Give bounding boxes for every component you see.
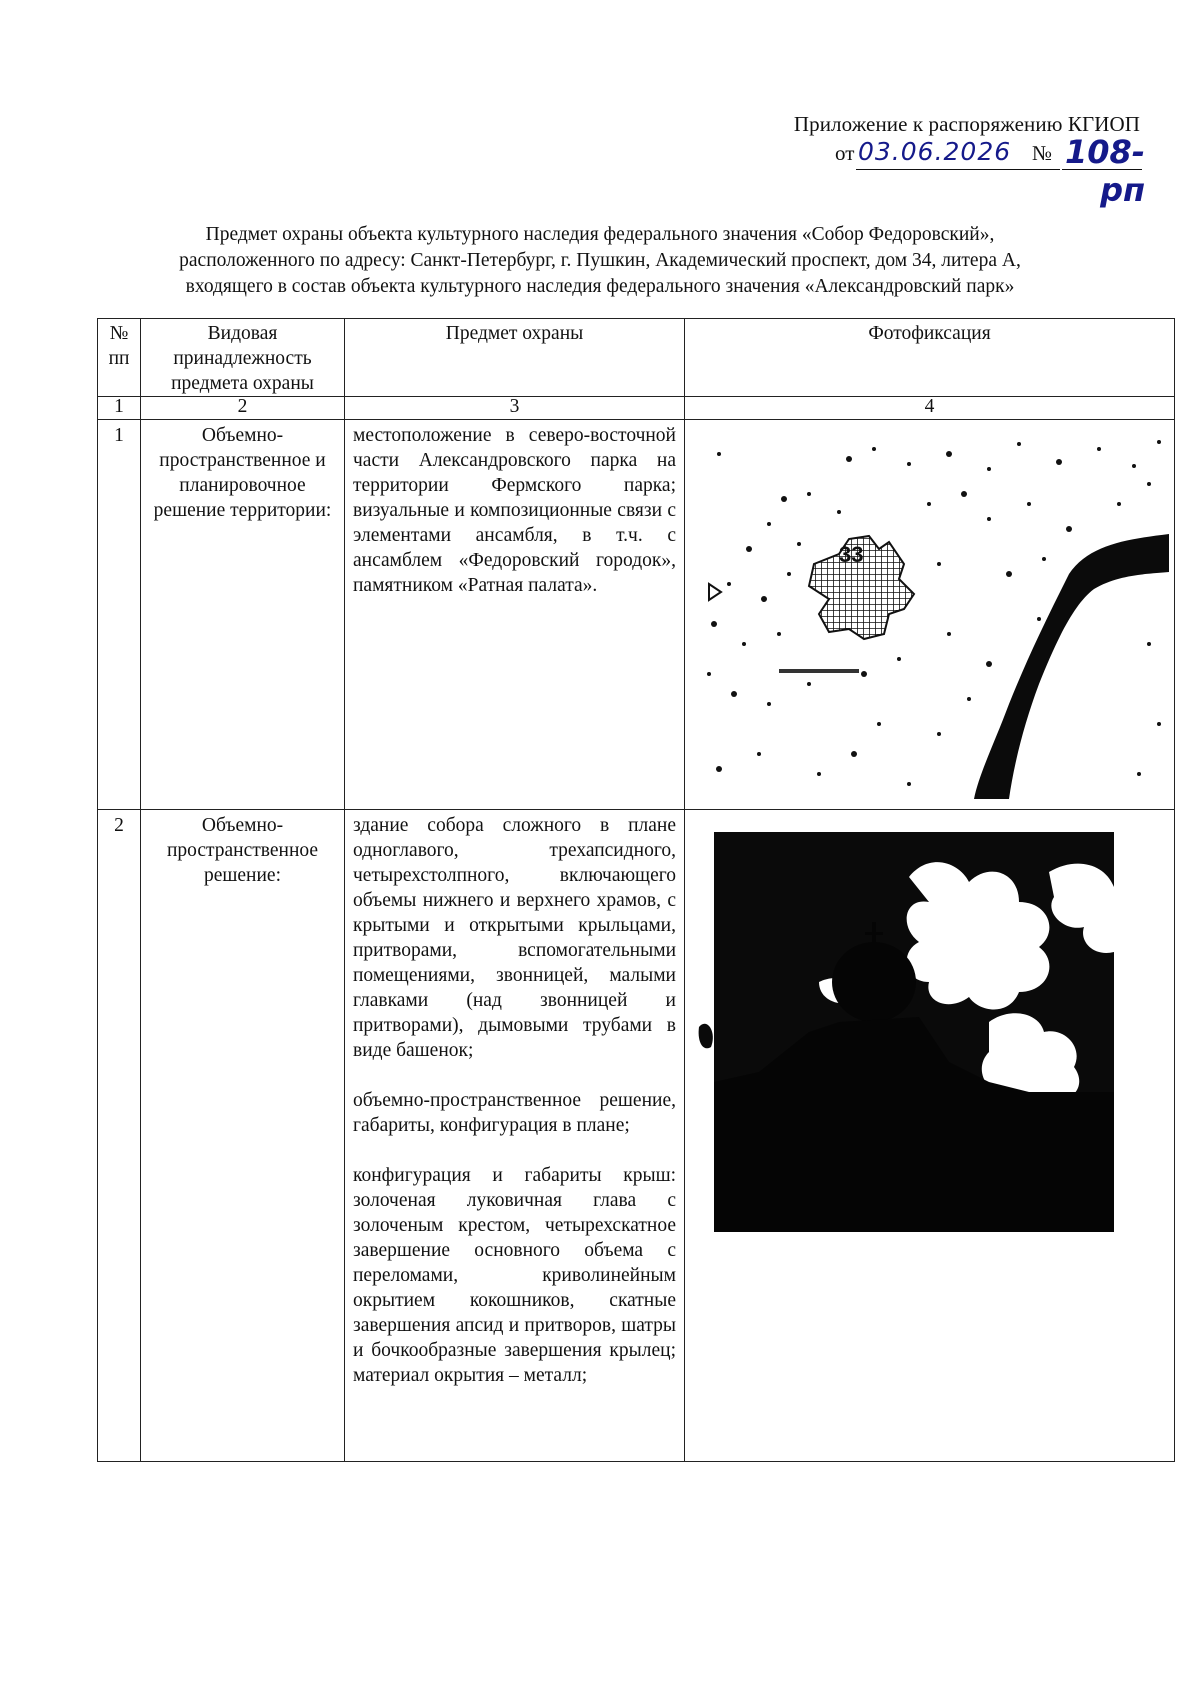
date-prefix: от [835,141,855,165]
header-type: Видовая принадлежность предмета охраны [141,319,345,397]
photo-cell [685,420,1175,810]
row-subject [345,810,685,1462]
handwritten-number: 108-рп [1065,133,1146,209]
protection-subject-table [97,318,1175,1462]
header-subject: Предмет охраны [345,319,685,397]
heading-line-1: Предмет охраны объекта культурного наследия федерального значения «Собор Федоровский», [205,224,995,245]
table-index-row [98,397,1175,420]
row-number: 1 [98,420,141,810]
subject-paragraph: объемно-пространственное решение, габариты, конфигурация в плане; [353,1090,676,1136]
document-heading [90,222,1110,300]
number-sign: № [1032,141,1053,165]
heading-line-3: входящего в состав объекта культурного наследия федерального значения «Александровский парк» [185,276,1015,297]
handwritten-date: 03.06.2026 [858,137,1012,166]
site-map-image [689,424,1169,799]
map-building-label: 33 [839,542,864,567]
index-cell: 3 [345,397,685,420]
cathedral-photo [689,832,1169,1232]
table-row [98,420,1175,810]
index-cell: 1 [98,397,141,420]
date-underline [856,169,1060,170]
index-cell: 4 [685,397,1175,420]
row-subject [345,420,685,810]
table-header-row [98,319,1175,397]
photo-cell [685,810,1175,1462]
heading-line-2: расположенного по адресу: Санкт-Петербург, г. Пушкин, Академический проспект, дом 34, литера А, [179,250,1021,271]
number-underline [1062,169,1142,170]
row-type: Объемно-пространственное решение: [141,810,345,1462]
header-photo: Фотофиксация [685,319,1175,397]
row-number: 2 [98,810,141,1462]
appendix-title: Приложение к распоряжению КГИОП [793,112,1140,136]
header-num: № пп [98,319,141,397]
subject-paragraph: здание собора сложного в плане одноглавого, трехапсидного, четырехстолпного, включающего объемы нижнего и верхнего храмов, с крытыми и открытыми крыльцами, притворами, вспомогательными помещениями, звонницей, малыми главками (над звонницей и притворами), дымовыми трубами в виде башенок; [353,815,676,1061]
appendix-block [720,112,1146,209]
appendix-date-number-line [720,133,1146,209]
subject-paragraph: конфигурация и габариты крыш: золоченая луковичная глава с золоченым крестом, четырехскатное завершение основного объема с переломами, криволинейным окрытием кокошников, скатные завершения апсид и притворов, шатры и бочкообразные завершения крылец; материал окрытия – металл; [353,1165,676,1386]
index-cell: 2 [141,397,345,420]
subject-paragraph: местоположение в северо-восточной части Александровского парка на территории Фермского парка; визуальные и композиционные связи с элементами ансамбля, в т.ч. с ансамблем «Федоровский городок», памятником «Ратная палата». [353,425,676,596]
table-row [98,810,1175,1462]
row-type: Объемно-пространственное и планировочное решение территории: [141,420,345,810]
